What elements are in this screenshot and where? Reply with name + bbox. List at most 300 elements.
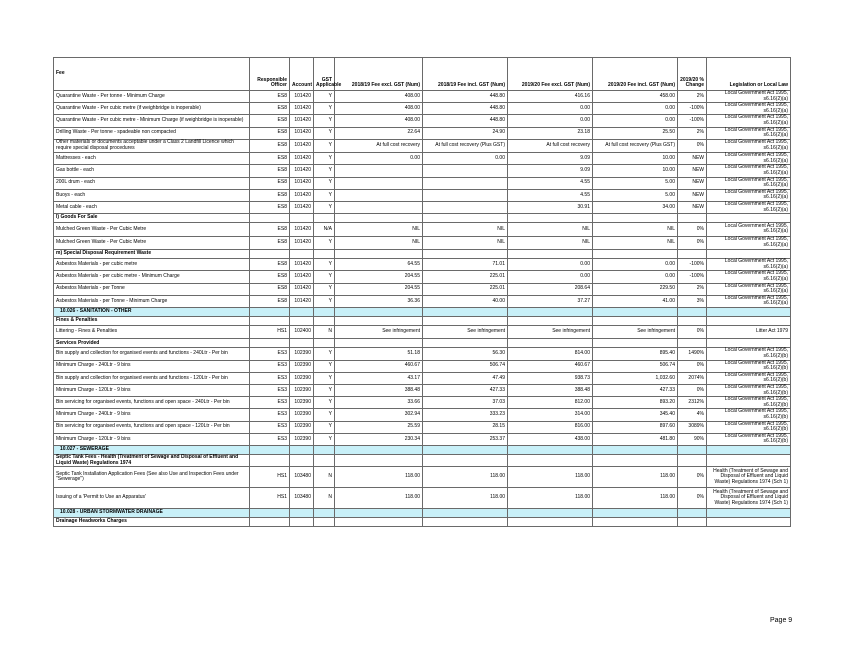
row-fee-1819-excl: 408.00: [335, 91, 423, 103]
row-fee: Quarantine Waste - Per tonne - Minimum Charge: [54, 91, 250, 103]
row-fee: Mattresses - each: [54, 153, 250, 165]
row-fee-1819-incl: At full cost recovery (Plus GST): [423, 139, 508, 153]
row-fee-1819-excl: 204.55: [335, 283, 423, 295]
row-officer: ES3: [250, 385, 290, 397]
row-fee-1819-incl: [423, 165, 508, 177]
empty-cell: [508, 454, 593, 466]
row-legislation: Local Government Act 1995, s6.16(2)(a): [707, 295, 791, 307]
row-fee-1819-excl: 64.55: [335, 259, 423, 271]
row-account: 101420: [290, 103, 314, 115]
row-fee-1920-excl: At full cost recovery: [508, 139, 593, 153]
row-fee-1819-excl: 33.66: [335, 397, 423, 409]
subsection-title: m) Special Disposal Requirement Waste: [54, 250, 250, 259]
row-fee-1920-excl: 9.09: [508, 153, 593, 165]
subsection-header-row: [54, 454, 791, 466]
page-number: Page 9: [770, 617, 793, 624]
row-fee-1819-incl: 118.00: [423, 467, 508, 488]
row-officer: ES8: [250, 139, 290, 153]
row-gst: Y: [314, 397, 335, 409]
row-fee-1920-excl: 388.48: [508, 385, 593, 397]
row-fee-1819-incl: [423, 202, 508, 214]
row-change: 0%: [678, 236, 707, 250]
empty-cell: [508, 214, 593, 223]
row-fee-1920-incl: 34.00: [593, 202, 678, 214]
row-fee-1819-incl: 225.01: [423, 283, 508, 295]
row-gst: Y: [314, 372, 335, 384]
row-gst: Y: [314, 271, 335, 283]
empty-cell: [508, 307, 593, 316]
row-legislation: Local Government Act 1995, s6.16(2)(a): [707, 271, 791, 283]
table-row: [54, 325, 791, 339]
row-fee-1819-excl: 302.94: [335, 409, 423, 421]
row-fee-1920-incl: NIL: [593, 236, 678, 250]
empty-cell: [314, 214, 335, 223]
row-change: 0%: [678, 223, 707, 237]
row-fee-1920-incl: 25.50: [593, 127, 678, 139]
row-change: -100%: [678, 115, 707, 127]
row-change: 1490%: [678, 348, 707, 360]
header-fee-1920-excl: 2019/20 Fee excl. GST (Num): [508, 58, 593, 91]
table-row: [54, 91, 791, 103]
table-row: [54, 488, 791, 509]
row-gst: Y: [314, 189, 335, 201]
empty-cell: [678, 250, 707, 259]
row-legislation: Local Government Act 1995, s6.16(2)(a): [707, 115, 791, 127]
row-fee-1819-incl: 225.01: [423, 271, 508, 283]
row-fee-1819-excl: 43.17: [335, 372, 423, 384]
empty-cell: [423, 316, 508, 325]
row-fee: Asbestos Materials - per Tonne: [54, 283, 250, 295]
row-officer: ES8: [250, 295, 290, 307]
empty-cell: [508, 518, 593, 527]
row-account: 101420: [290, 139, 314, 153]
row-account: 102390: [290, 421, 314, 433]
header-fee-1819-incl: 2018/19 Fee incl. GST (Num): [423, 58, 508, 91]
empty-cell: [335, 445, 423, 454]
row-change: 0%: [678, 488, 707, 509]
row-officer: HS1: [250, 467, 290, 488]
empty-cell: [678, 518, 707, 527]
row-gst: Y: [314, 165, 335, 177]
table-row: [54, 103, 791, 115]
empty-cell: [314, 454, 335, 466]
empty-cell: [335, 518, 423, 527]
row-fee-1920-incl: At full cost recovery (Plus GST): [593, 139, 678, 153]
subsection-header-row: [54, 316, 791, 325]
empty-cell: [423, 307, 508, 316]
row-account: 101420: [290, 271, 314, 283]
table-row: [54, 271, 791, 283]
row-fee: Quarantine Waste - Per cubic metre (if weighbridge is inoperable): [54, 103, 250, 115]
row-legislation: Local Government Act 1995, s6.16(2)(a): [707, 139, 791, 153]
row-fee-1920-excl: 23.18: [508, 127, 593, 139]
table-row: [54, 421, 791, 433]
empty-cell: [423, 214, 508, 223]
empty-cell: [707, 518, 791, 527]
table-row: [54, 433, 791, 445]
row-fee-1920-incl: 118.00: [593, 488, 678, 509]
row-account: 102390: [290, 372, 314, 384]
row-officer: ES8: [250, 223, 290, 237]
row-officer: ES8: [250, 91, 290, 103]
row-gst: Y: [314, 127, 335, 139]
row-fee: 200L drum - each: [54, 177, 250, 189]
row-officer: ES8: [250, 259, 290, 271]
row-fee: Gas bottle - each: [54, 165, 250, 177]
empty-cell: [678, 307, 707, 316]
row-change: 4%: [678, 409, 707, 421]
row-fee-1920-incl: 458.00: [593, 91, 678, 103]
row-legislation: Local Government Act 1995, s6.16(2)(b): [707, 385, 791, 397]
empty-cell: [335, 339, 423, 348]
empty-cell: [335, 214, 423, 223]
row-change: 0%: [678, 385, 707, 397]
row-gst: Y: [314, 360, 335, 372]
row-fee-1920-excl: NIL: [508, 236, 593, 250]
row-legislation: Local Government Act 1995, s6.16(2)(a): [707, 153, 791, 165]
row-officer: ES8: [250, 177, 290, 189]
row-fee: Drilling Waste - Per tonne - spadeable non compacted: [54, 127, 250, 139]
header-legislation: Legislation or Local Law: [707, 58, 791, 91]
header-fee-1920-incl: 2019/20 Fee incl. GST (Num): [593, 58, 678, 91]
row-change: -100%: [678, 271, 707, 283]
row-fee: Bin servicing for organised events, functions and open space - 120Ltr - Per bin: [54, 421, 250, 433]
row-fee-1920-incl: NIL: [593, 223, 678, 237]
row-officer: ES3: [250, 397, 290, 409]
row-legislation: Local Government Act 1995, s6.16(2)(a): [707, 177, 791, 189]
row-fee-1819-excl: [335, 165, 423, 177]
row-officer: ES8: [250, 236, 290, 250]
row-fee-1819-incl: 427.33: [423, 385, 508, 397]
row-fee-1920-excl: 416.16: [508, 91, 593, 103]
row-change: NEW: [678, 165, 707, 177]
row-gst: N/A: [314, 223, 335, 237]
section-title: 10.028 - URBAN STORMWATER DRAINAGE: [54, 509, 250, 518]
row-fee-1920-incl: 229.50: [593, 283, 678, 295]
row-fee-1819-incl: 506.74: [423, 360, 508, 372]
row-fee-1920-incl: 427.33: [593, 385, 678, 397]
empty-cell: [678, 509, 707, 518]
row-legislation: Litter Act 1979: [707, 325, 791, 339]
table-row: [54, 115, 791, 127]
row-fee-1819-excl: [335, 202, 423, 214]
row-legislation: Health (Treatment of Sewage and Disposal of Effluent and Liquid Waste) Regulations 1974 (Sch 1): [707, 488, 791, 509]
row-fee: Quarantine Waste - Per cubic metre - Minimum Charge (if weighbridge is inoperable): [54, 115, 250, 127]
row-fee: Asbestos Materials - per cubic metre - Minimum Charge: [54, 271, 250, 283]
table-row: [54, 202, 791, 214]
subsection-header-row: [54, 339, 791, 348]
section-title: 10.026 - SANITATION - OTHER: [54, 307, 250, 316]
row-fee-1920-incl: 1,032.60: [593, 372, 678, 384]
empty-cell: [290, 214, 314, 223]
table-row: [54, 236, 791, 250]
row-fee-1920-excl: 438.00: [508, 433, 593, 445]
row-legislation: Local Government Act 1995, s6.16(2)(b): [707, 360, 791, 372]
subsection-title: Fines & Penalties: [54, 316, 250, 325]
empty-cell: [593, 518, 678, 527]
row-change: 90%: [678, 433, 707, 445]
row-legislation: Local Government Act 1995, s6.16(2)(a): [707, 165, 791, 177]
row-account: 102390: [290, 385, 314, 397]
row-fee-1819-excl: 51.18: [335, 348, 423, 360]
row-change: 3089%: [678, 421, 707, 433]
row-fee-1819-excl: NIL: [335, 236, 423, 250]
row-fee-1920-excl: 0.00: [508, 103, 593, 115]
fees-table-body: [54, 91, 791, 527]
row-fee-1920-excl: 460.67: [508, 360, 593, 372]
row-fee: Metal cable - each: [54, 202, 250, 214]
table-row: [54, 139, 791, 153]
row-fee-1920-excl: 0.00: [508, 115, 593, 127]
row-fee: Other materials or documents acceptable under a Class 2 Landfill Licence which require special disposal procedures: [54, 139, 250, 153]
row-legislation: Local Government Act 1995, s6.16(2)(a): [707, 91, 791, 103]
row-fee-1819-excl: 22.64: [335, 127, 423, 139]
row-fee-1819-incl: 448.80: [423, 103, 508, 115]
row-fee-1819-incl: [423, 177, 508, 189]
row-fee-1819-incl: 253.37: [423, 433, 508, 445]
empty-cell: [250, 445, 290, 454]
row-change: 2312%: [678, 397, 707, 409]
row-fee-1920-incl: 0.00: [593, 103, 678, 115]
empty-cell: [593, 454, 678, 466]
row-fee-1819-incl: NIL: [423, 223, 508, 237]
empty-cell: [593, 339, 678, 348]
row-legislation: Local Government Act 1995, s6.16(2)(b): [707, 409, 791, 421]
row-fee: Septic Tank Installation Application Fees (See also Use and Inspection Fees under "Sewerage"): [54, 467, 250, 488]
row-fee-1819-incl: 28.15: [423, 421, 508, 433]
row-account: 101420: [290, 177, 314, 189]
empty-cell: [593, 445, 678, 454]
row-fee: Asbestos Materials - per cubic metre: [54, 259, 250, 271]
row-fee-1920-incl: 481.80: [593, 433, 678, 445]
row-fee-1819-incl: 47.49: [423, 372, 508, 384]
row-fee-1920-incl: 0.00: [593, 271, 678, 283]
row-fee-1819-incl: 40.00: [423, 295, 508, 307]
row-account: 101420: [290, 189, 314, 201]
row-officer: ES3: [250, 372, 290, 384]
empty-cell: [707, 307, 791, 316]
subsection-title: Drainage Headworks Charges: [54, 518, 250, 527]
row-legislation: Local Government Act 1995, s6.16(2)(a): [707, 283, 791, 295]
table-row: [54, 189, 791, 201]
row-fee-1920-incl: See infringement: [593, 325, 678, 339]
table-row: [54, 360, 791, 372]
header-row: [54, 58, 791, 91]
row-officer: ES8: [250, 283, 290, 295]
table-row: [54, 177, 791, 189]
row-fee: Minimum Charge - 240Ltr - 9 bins: [54, 360, 250, 372]
row-fee-1920-excl: 208.64: [508, 283, 593, 295]
row-gst: N: [314, 325, 335, 339]
empty-cell: [314, 445, 335, 454]
header-fee-1819-excl: 2018/19 Fee excl. GST (Num): [335, 58, 423, 91]
row-fee-1819-incl: 333.23: [423, 409, 508, 421]
table-row: [54, 385, 791, 397]
row-change: 0%: [678, 360, 707, 372]
row-fee-1920-excl: 812.00: [508, 397, 593, 409]
row-fee-1920-incl: 0.00: [593, 259, 678, 271]
row-account: 101420: [290, 236, 314, 250]
empty-cell: [250, 316, 290, 325]
row-gst: Y: [314, 139, 335, 153]
row-gst: Y: [314, 259, 335, 271]
row-change: -100%: [678, 103, 707, 115]
row-fee-1920-excl: 938.73: [508, 372, 593, 384]
section-title: 10.027 - SEWERAGE: [54, 445, 250, 454]
table-row: [54, 165, 791, 177]
table-row: [54, 153, 791, 165]
empty-cell: [707, 509, 791, 518]
row-fee-1920-excl: 37.27: [508, 295, 593, 307]
row-fee-1920-excl: 0.00: [508, 271, 593, 283]
empty-cell: [707, 214, 791, 223]
row-fee-1920-incl: 897.60: [593, 421, 678, 433]
row-officer: ES8: [250, 115, 290, 127]
table-row: [54, 397, 791, 409]
header-officer: Responsible Officer: [250, 58, 290, 91]
row-gst: Y: [314, 348, 335, 360]
table-row: [54, 409, 791, 421]
row-fee-1920-excl: 314.00: [508, 409, 593, 421]
row-officer: ES3: [250, 348, 290, 360]
row-officer: ES8: [250, 127, 290, 139]
row-change: 2%: [678, 283, 707, 295]
table-row: [54, 467, 791, 488]
row-fee: Bin supply and collection for organised events and functions - 120Ltr - Per bin: [54, 372, 250, 384]
row-change: NEW: [678, 189, 707, 201]
header-account: Account: [290, 58, 314, 91]
row-account: 102400: [290, 325, 314, 339]
row-fee-1819-excl: 25.59: [335, 421, 423, 433]
fees-table: [53, 57, 791, 527]
row-change: -100%: [678, 259, 707, 271]
row-gst: Y: [314, 91, 335, 103]
empty-cell: [250, 509, 290, 518]
row-gst: Y: [314, 283, 335, 295]
row-fee: Minimum Charge - 240Ltr - 9 bins: [54, 409, 250, 421]
row-account: 102390: [290, 360, 314, 372]
row-account: 103480: [290, 488, 314, 509]
row-officer: HS1: [250, 488, 290, 509]
row-legislation: Local Government Act 1995, s6.16(2)(a): [707, 223, 791, 237]
subsection-title: Septic Tank Fees - Health (Treatment of Sewage and Disposal of Effluent and Liquid Waste) Regulations 1974: [54, 454, 250, 466]
row-gst: Y: [314, 409, 335, 421]
empty-cell: [593, 316, 678, 325]
row-fee-1920-incl: 895.40: [593, 348, 678, 360]
empty-cell: [678, 454, 707, 466]
row-fee-1920-incl: 0.00: [593, 115, 678, 127]
row-account: 101420: [290, 153, 314, 165]
empty-cell: [508, 445, 593, 454]
row-fee-1920-excl: 118.00: [508, 467, 593, 488]
row-change: 0%: [678, 325, 707, 339]
row-fee-1920-incl: 10.00: [593, 153, 678, 165]
empty-cell: [250, 518, 290, 527]
row-account: 101420: [290, 259, 314, 271]
row-fee-1819-excl: 460.67: [335, 360, 423, 372]
empty-cell: [707, 445, 791, 454]
row-fee-1920-incl: 41.00: [593, 295, 678, 307]
row-fee-1819-excl: [335, 177, 423, 189]
row-legislation: Local Government Act 1995, s6.16(2)(b): [707, 372, 791, 384]
row-fee: Asbestos Materials - per Tonne - Minimum Charge: [54, 295, 250, 307]
row-account: 102390: [290, 397, 314, 409]
row-change: NEW: [678, 202, 707, 214]
empty-cell: [314, 518, 335, 527]
header-gst: GST Applicable: [314, 58, 335, 91]
row-fee-1920-excl: 30.91: [508, 202, 593, 214]
row-fee-1819-excl: 36.36: [335, 295, 423, 307]
empty-cell: [423, 339, 508, 348]
table-row: [54, 348, 791, 360]
row-fee-1819-excl: NIL: [335, 223, 423, 237]
row-legislation: Local Government Act 1995, s6.16(2)(b): [707, 433, 791, 445]
table-row: [54, 127, 791, 139]
empty-cell: [314, 307, 335, 316]
row-fee-1920-incl: 506.74: [593, 360, 678, 372]
empty-cell: [335, 250, 423, 259]
row-account: 102390: [290, 433, 314, 445]
row-fee-1920-incl: 10.00: [593, 165, 678, 177]
row-fee: Buoys - each: [54, 189, 250, 201]
empty-cell: [314, 509, 335, 518]
row-gst: Y: [314, 385, 335, 397]
row-fee-1819-excl: 408.00: [335, 103, 423, 115]
empty-cell: [335, 316, 423, 325]
row-change: 2074%: [678, 372, 707, 384]
row-fee-1819-excl: See infringement: [335, 325, 423, 339]
row-fee: Minimum Charge - 120Ltr - 9 bins: [54, 385, 250, 397]
row-fee: Mulched Green Waste - Per Cubic Metre: [54, 236, 250, 250]
empty-cell: [290, 518, 314, 527]
row-officer: ES3: [250, 433, 290, 445]
empty-cell: [423, 445, 508, 454]
table-row: [54, 295, 791, 307]
row-gst: Y: [314, 202, 335, 214]
empty-cell: [290, 445, 314, 454]
row-account: 101420: [290, 283, 314, 295]
row-legislation: Local Government Act 1995, s6.16(2)(a): [707, 127, 791, 139]
empty-cell: [314, 339, 335, 348]
empty-cell: [335, 509, 423, 518]
row-legislation: Local Government Act 1995, s6.16(2)(b): [707, 348, 791, 360]
row-account: 101420: [290, 295, 314, 307]
row-fee: Minimum Charge - 120Ltr - 9 bins: [54, 433, 250, 445]
empty-cell: [250, 307, 290, 316]
empty-cell: [423, 518, 508, 527]
empty-cell: [593, 250, 678, 259]
row-fee-1819-incl: 0.00: [423, 153, 508, 165]
subsection-header-row: [54, 214, 791, 223]
table-row: [54, 259, 791, 271]
row-fee-1819-incl: 448.80: [423, 91, 508, 103]
row-change: 0%: [678, 467, 707, 488]
row-change: NEW: [678, 177, 707, 189]
empty-cell: [508, 509, 593, 518]
row-officer: ES8: [250, 202, 290, 214]
row-fee-1819-incl: NIL: [423, 236, 508, 250]
row-fee-1920-incl: 118.00: [593, 467, 678, 488]
empty-cell: [707, 454, 791, 466]
row-fee-1920-excl: 814.00: [508, 348, 593, 360]
row-fee-1920-excl: 9.09: [508, 165, 593, 177]
row-gst: Y: [314, 433, 335, 445]
row-fee-1819-excl: 230.34: [335, 433, 423, 445]
empty-cell: [707, 316, 791, 325]
empty-cell: [335, 307, 423, 316]
table-row: [54, 372, 791, 384]
row-gst: Y: [314, 236, 335, 250]
